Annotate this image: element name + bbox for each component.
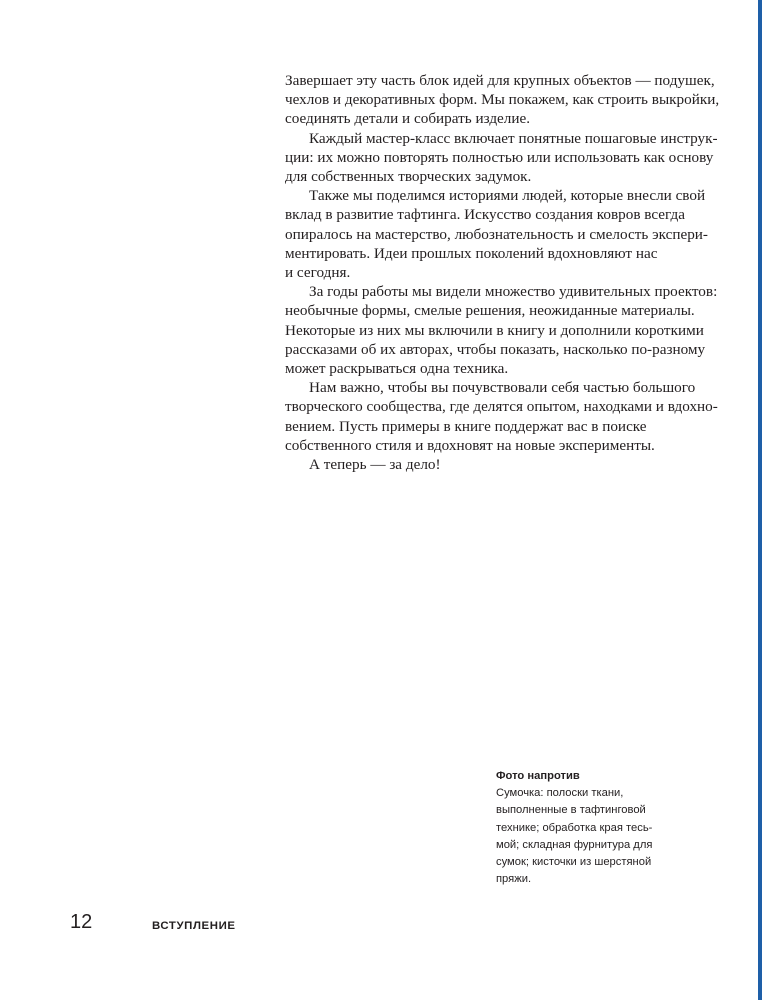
paragraph-5 [285, 378, 718, 455]
caption-line: сумок; кисточки из шерстяной [496, 856, 652, 869]
paragraph-4 [285, 282, 718, 378]
paragraph-1 [285, 71, 720, 129]
caption-line: технике; обработка края тесь- [496, 821, 653, 834]
text-line: А теперь — за дело! [309, 456, 441, 474]
text-line: За годы работы мы видели множество удивительных проектов: [309, 283, 718, 301]
paragraph-2 [285, 129, 718, 187]
caption-line: мой; складная фурнитура для [496, 838, 653, 851]
text-line: Нам важно, чтобы вы почувствовали себя частью большого [309, 379, 696, 397]
running-section-title: ВСТУПЛЕНИЕ [152, 920, 236, 932]
text-line: ментировать. Идеи прошлых поколений вдохновляют нас [285, 244, 658, 262]
text-line: соединять детали и собирать изделие. [285, 110, 531, 128]
text-line: Некоторые из них мы включили в книгу и дополнили короткими [285, 321, 704, 339]
text-line: ции: их можно повторять полностью или использовать как основу [285, 148, 714, 166]
text-line: и сегодня. [285, 264, 351, 282]
text-line: необычные формы, смелые решения, неожиданные материалы. [285, 302, 695, 320]
text-line: вклад в развитие тафтинга. Искусство создания ковров всегда [285, 206, 685, 224]
text-line: может раскрываться одна техника. [285, 360, 509, 378]
caption-line: пряжи. [496, 873, 532, 886]
text-line: Завершает эту часть блок идей для крупных объектов — подушек, [285, 72, 715, 89]
page-edge-strip [758, 0, 762, 1000]
photo-caption [496, 768, 706, 888]
caption-line: выполненные в тафтинговой [496, 804, 646, 817]
text-line: вением. Пусть примеры в книге поддержат вас в поиске [285, 417, 647, 435]
caption-line: Сумочка: полоски ткани, [496, 787, 624, 800]
text-line: творческого сообщества, где делятся опытом, находками и вдохно- [285, 398, 718, 416]
text-line: для собственных творческих задумок. [285, 168, 532, 186]
text-line: Также мы поделимся историями людей, которые внесли свой [309, 187, 706, 205]
text-line: собственного стиля и вдохновят на новые эксперименты. [285, 436, 655, 454]
body-text [285, 71, 720, 474]
paragraph-3 [285, 186, 708, 282]
text-line: Каждый мастер-класс включает понятные пошаговые инструк- [309, 129, 718, 147]
paragraph-6 [285, 455, 695, 474]
text-line: рассказами об их авторах, чтобы показать, насколько по-разному [285, 340, 706, 358]
page-number: 12 [70, 911, 93, 933]
text-line: чехлов и декоративных форм. Мы покажем, как строить выкройки, [285, 91, 720, 109]
caption-title: Фото напротив [496, 770, 580, 782]
text-line: опиралось на мастерство, любознательность и смелость экспери- [285, 225, 708, 243]
